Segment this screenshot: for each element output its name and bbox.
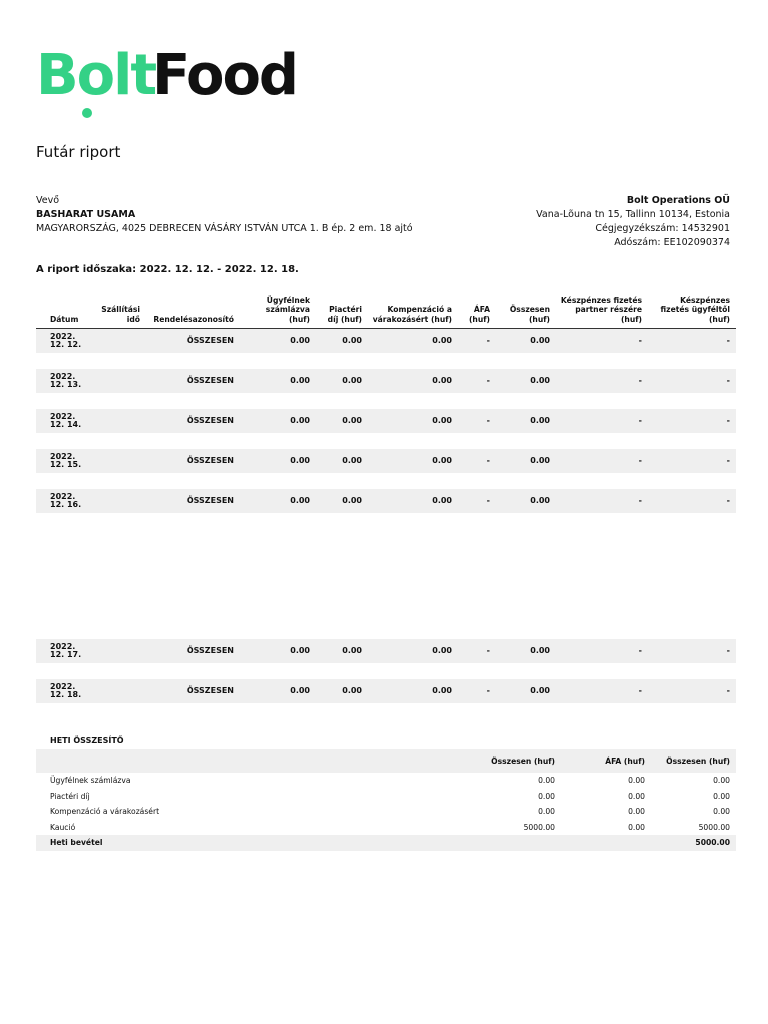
row-date: 2022. 12. 15. bbox=[36, 449, 92, 473]
row-market-fee: 0.00 bbox=[316, 369, 368, 393]
row-cash-partner: - bbox=[556, 449, 648, 473]
table-row bbox=[36, 679, 736, 703]
logo-food-text: Food bbox=[152, 43, 298, 108]
row-compensation: 0.00 bbox=[368, 639, 458, 663]
weekly-summary-title: HETI ÖSSZESÍTŐ bbox=[50, 736, 124, 745]
table-row bbox=[36, 329, 736, 354]
summary-col-net: Összesen (huf) bbox=[471, 749, 561, 773]
summary-row bbox=[36, 789, 736, 805]
summary-total-label: Heti bevétel bbox=[36, 835, 471, 851]
row-date: 2022. 12. 17. bbox=[36, 639, 92, 663]
summary-col-vat: ÁFA (huf) bbox=[561, 749, 651, 773]
row-customer-billed: 0.00 bbox=[240, 679, 316, 703]
weekly-summary-table bbox=[36, 749, 736, 851]
row-compensation: 0.00 bbox=[368, 489, 458, 513]
seller-reg-no: Cégjegyzékszám: 14532901 bbox=[595, 223, 730, 234]
seller-block bbox=[536, 194, 730, 250]
row-vat: - bbox=[458, 489, 496, 513]
row-customer-billed: 0.00 bbox=[240, 369, 316, 393]
logo-bolt-text: Bolt bbox=[36, 43, 156, 108]
row-compensation: 0.00 bbox=[368, 679, 458, 703]
table-row bbox=[36, 449, 736, 473]
row-customer-billed: 0.00 bbox=[240, 409, 316, 433]
buyer-label: Vevő bbox=[36, 195, 60, 206]
seller-name: Bolt Operations OÜ bbox=[626, 195, 730, 206]
row-compensation: 0.00 bbox=[368, 329, 458, 354]
col-total: Összesen (huf) bbox=[496, 292, 556, 329]
summary-gross: 0.00 bbox=[713, 791, 730, 801]
row-compensation: 0.00 bbox=[368, 449, 458, 473]
report-period bbox=[36, 264, 299, 275]
row-date: 2022. 12. 18. bbox=[36, 679, 92, 703]
col-date: Dátum bbox=[36, 292, 92, 329]
summary-vat: 0.00 bbox=[628, 776, 645, 786]
row-label: ÖSSZESEN bbox=[146, 449, 240, 473]
row-total: 0.00 bbox=[496, 639, 556, 663]
row-cash-partner: - bbox=[556, 329, 648, 354]
row-vat: - bbox=[458, 679, 496, 703]
logo-dot-icon bbox=[82, 108, 92, 118]
period-label: A riport időszaka: bbox=[36, 264, 137, 275]
row-market-fee: 0.00 bbox=[316, 489, 368, 513]
row-cash-partner: - bbox=[556, 489, 648, 513]
summary-row bbox=[36, 820, 736, 836]
row-vat: - bbox=[458, 329, 496, 354]
row-label: ÖSSZESEN bbox=[146, 329, 240, 354]
row-date: 2022. 12. 14. bbox=[36, 409, 92, 433]
row-market-fee: 0.00 bbox=[316, 679, 368, 703]
table-header-row bbox=[36, 292, 736, 329]
buyer-name: BASHARAT USAMA bbox=[36, 209, 136, 220]
seller-tax-no: Adószám: EE102090374 bbox=[614, 237, 730, 248]
seller-address: Vana-Lõuna tn 15, Tallinn 10134, Estonia bbox=[536, 209, 730, 220]
row-total: 0.00 bbox=[496, 329, 556, 354]
summary-label: Piactéri díj bbox=[50, 791, 90, 801]
row-cash-partner: - bbox=[556, 639, 648, 663]
row-cash-partner: - bbox=[556, 679, 648, 703]
row-vat: - bbox=[458, 409, 496, 433]
col-vat: ÁFA (huf) bbox=[458, 292, 496, 329]
row-label: ÖSSZESEN bbox=[146, 679, 240, 703]
summary-col-gross: Összesen (huf) bbox=[651, 749, 736, 773]
row-market-fee: 0.00 bbox=[316, 329, 368, 354]
summary-net: 0.00 bbox=[538, 776, 555, 786]
col-compensation: Kompenzáció a várakozásért (huf) bbox=[368, 292, 458, 329]
summary-total-gross: 5000.00 bbox=[651, 835, 736, 851]
row-label: ÖSSZESEN bbox=[146, 489, 240, 513]
col-order-id: Rendelésazonosító bbox=[146, 292, 240, 329]
row-date: 2022. 12. 12. bbox=[36, 329, 92, 354]
row-market-fee: 0.00 bbox=[316, 639, 368, 663]
col-market-fee: Piactéri díj (huf) bbox=[316, 292, 368, 329]
summary-label: Ügyfélnek számlázva bbox=[50, 776, 131, 786]
row-date: 2022. 12. 16. bbox=[36, 489, 92, 513]
summary-vat: 0.00 bbox=[628, 807, 645, 817]
page-title: Futár riport bbox=[36, 143, 121, 161]
row-cash-partner: - bbox=[556, 409, 648, 433]
table-row bbox=[36, 489, 736, 513]
col-cash-customer: Készpénzes fizetés ügyféltől (huf) bbox=[648, 292, 736, 329]
row-date: 2022. 12. 13. bbox=[36, 369, 92, 393]
row-cash-customer: - bbox=[648, 639, 736, 663]
period-value: 2022. 12. 12. - 2022. 12. 18. bbox=[139, 264, 299, 275]
row-compensation: 0.00 bbox=[368, 409, 458, 433]
row-label: ÖSSZESEN bbox=[146, 409, 240, 433]
summary-row bbox=[36, 773, 736, 789]
summary-gross: 0.00 bbox=[713, 776, 730, 786]
row-total: 0.00 bbox=[496, 489, 556, 513]
buyer-address: MAGYARORSZÁG, 4025 DEBRECEN VÁSÁRY ISTVÁN UTCA 1. B ép. 2 em. 18 ajtó bbox=[36, 223, 413, 234]
row-vat: - bbox=[458, 449, 496, 473]
row-customer-billed: 0.00 bbox=[240, 639, 316, 663]
table-row bbox=[36, 409, 736, 433]
row-vat: - bbox=[458, 369, 496, 393]
row-label: ÖSSZESEN bbox=[146, 639, 240, 663]
row-total: 0.00 bbox=[496, 679, 556, 703]
row-cash-customer: - bbox=[648, 329, 736, 354]
summary-row bbox=[36, 804, 736, 820]
row-compensation: 0.00 bbox=[368, 369, 458, 393]
row-cash-customer: - bbox=[648, 679, 736, 703]
row-total: 0.00 bbox=[496, 369, 556, 393]
row-label: ÖSSZESEN bbox=[146, 369, 240, 393]
row-vat: - bbox=[458, 639, 496, 663]
row-market-fee: 0.00 bbox=[316, 409, 368, 433]
row-customer-billed: 0.00 bbox=[240, 329, 316, 354]
row-cash-customer: - bbox=[648, 489, 736, 513]
table-row bbox=[36, 639, 736, 663]
daily-report-table bbox=[36, 292, 736, 703]
table-row bbox=[36, 369, 736, 393]
summary-gross: 0.00 bbox=[713, 807, 730, 817]
summary-vat: 0.00 bbox=[628, 791, 645, 801]
buyer-block bbox=[36, 194, 413, 236]
row-cash-customer: - bbox=[648, 449, 736, 473]
row-cash-customer: - bbox=[648, 409, 736, 433]
summary-gross: 5000.00 bbox=[698, 822, 730, 832]
summary-net: 5000.00 bbox=[523, 822, 555, 832]
summary-net: 0.00 bbox=[538, 807, 555, 817]
summary-label: Kaució bbox=[50, 822, 76, 832]
summary-net: 0.00 bbox=[538, 791, 555, 801]
summary-total-row bbox=[36, 835, 736, 851]
col-cash-partner: Készpénzes fizetés partner részére (huf) bbox=[556, 292, 648, 329]
row-customer-billed: 0.00 bbox=[240, 489, 316, 513]
row-market-fee: 0.00 bbox=[316, 449, 368, 473]
summary-label: Kompenzáció a várakozásért bbox=[50, 807, 160, 817]
col-delivery-time: Szállítási idő bbox=[92, 292, 146, 329]
row-total: 0.00 bbox=[496, 409, 556, 433]
summary-vat: 0.00 bbox=[628, 822, 645, 832]
row-cash-customer: - bbox=[648, 369, 736, 393]
col-customer-billed: Ügyfélnek számlázva (huf) bbox=[240, 292, 316, 329]
row-cash-partner: - bbox=[556, 369, 648, 393]
bolt-food-logo bbox=[36, 43, 298, 116]
summary-header-row bbox=[36, 749, 736, 773]
row-customer-billed: 0.00 bbox=[240, 449, 316, 473]
row-total: 0.00 bbox=[496, 449, 556, 473]
